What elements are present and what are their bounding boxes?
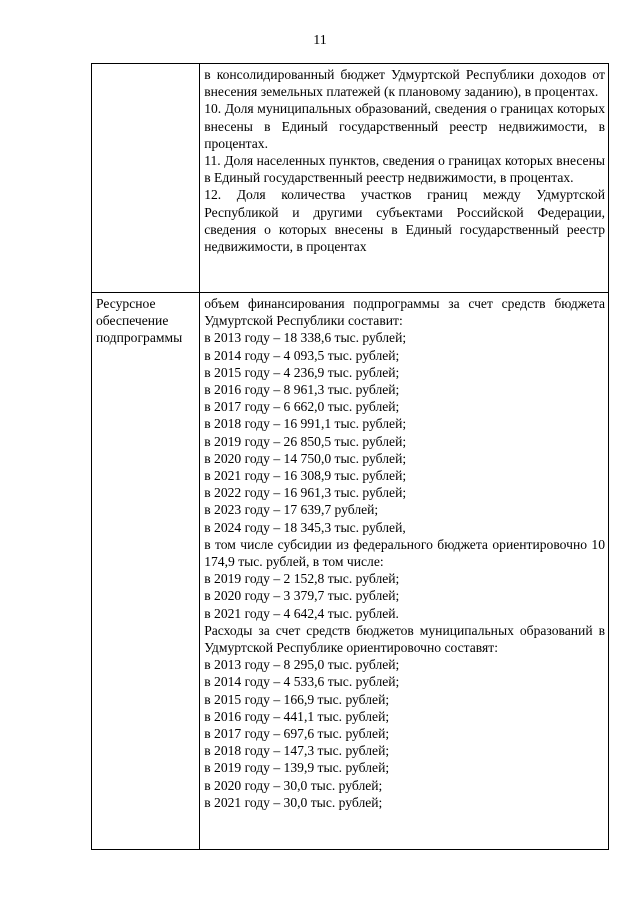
municipal-budget-year-line: в 2020 году – 30,0 тыс. рублей;	[204, 777, 383, 793]
indicator-paragraph: 10. Доля муниципальных образований, сведения о границах которых внесены в Единый государственный реестр недвижимости, в процентах.	[204, 101, 605, 151]
federal-subsidy-year-line: в 2020 году – 3 379,7 тыс. рублей;	[204, 588, 400, 604]
republic-budget-year-line: в 2024 году – 18 345,3 тыс. рублей,	[204, 519, 406, 535]
funding-intro: объем финансирования подпрограммы за счет средств бюджета Удмуртской Республики составит:	[204, 296, 605, 329]
indicator-paragraph: в консолидированный бюджет Удмуртской Республики доходов от внесения земельных платежей (к плановому заданию), в процентах.	[204, 67, 605, 100]
municipal-budget-year-line: в 2016 году – 441,1 тыс. рублей;	[204, 708, 390, 724]
indicator-paragraph: 11. Доля населенных пунктов, сведения о границах которых внесены в Единый государственный реестр недвижимости, в процентах.	[204, 153, 605, 186]
indicators-cell	[200, 64, 609, 293]
republic-budget-year-line: в 2019 году – 26 850,5 тыс. рублей;	[204, 433, 407, 449]
row-label-cell	[92, 293, 200, 850]
republic-budget-year-line: в 2022 году – 16 961,3 тыс. рублей;	[204, 485, 407, 501]
page-number: 11	[313, 33, 327, 48]
municipal-budget-year-line: в 2019 году – 139,9 тыс. рублей;	[204, 760, 390, 776]
federal-subsidy-year-line: в 2019 году – 2 152,8 тыс. рублей;	[204, 571, 400, 587]
republic-budget-year-line: в 2023 году – 17 639,7 рублей;	[204, 502, 379, 518]
table-row-resources	[92, 293, 609, 850]
row-label-line: подпрограммы	[96, 330, 183, 346]
federal-subsidy-year-line: в 2021 году – 4 642,4 тыс. рублей.	[204, 605, 399, 621]
subprogram-passport-table	[91, 63, 609, 850]
municipal-budget-year-line: в 2013 году – 8 295,0 тыс. рублей;	[204, 657, 400, 673]
municipal-intro: Расходы за счет средств бюджетов муниципальных образований в Удмуртской Республике ориентировочно составят:	[204, 622, 605, 656]
municipal-budget-year-line: в 2017 году – 697,6 тыс. рублей;	[204, 726, 390, 742]
municipal-budget-year-line: в 2015 году – 166,9 тыс. рублей;	[204, 691, 390, 707]
republic-budget-year-line: в 2017 году – 6 662,0 тыс. рублей;	[204, 399, 400, 415]
row-label-line: Ресурсное	[96, 296, 156, 311]
row-label-cell-empty	[92, 64, 200, 293]
republic-budget-year-line: в 2020 году – 14 750,0 тыс. рублей;	[204, 450, 407, 466]
subsidy-intro: в том числе субсидии из федерального бюджета ориентировочно 10 174,9 тыс. рублей, в том числе:	[204, 536, 605, 570]
municipal-budget-year-line: в 2018 году – 147,3 тыс. рублей;	[204, 743, 390, 759]
republic-budget-year-line: в 2021 году – 16 308,9 тыс. рублей;	[204, 468, 407, 484]
republic-budget-year-line: в 2018 году – 16 991,1 тыс. рублей;	[204, 416, 407, 432]
row-label-line: обеспечение	[96, 313, 169, 329]
table-row-indicators	[92, 64, 609, 293]
republic-budget-year-line: в 2014 году – 4 093,5 тыс. рублей;	[204, 347, 400, 363]
republic-budget-year-line: в 2015 году – 4 236,9 тыс. рублей;	[204, 364, 400, 380]
municipal-budget-year-line: в 2014 году – 4 533,6 тыс. рублей;	[204, 674, 400, 690]
republic-budget-year-line: в 2016 году – 8 961,3 тыс. рублей;	[204, 382, 400, 398]
municipal-budget-year-line: в 2021 году – 30,0 тыс. рублей;	[204, 794, 383, 810]
funding-cell	[200, 293, 609, 850]
indicator-paragraph: 12. Доля количества участков границ между Удмуртской Республикой и другими субъектами Российской Федерации, сведения о которых внесены в Единый государственный реестр недвижимости, в процентах	[204, 187, 605, 255]
republic-budget-year-line: в 2013 году – 18 338,6 тыс. рублей;	[204, 330, 407, 346]
